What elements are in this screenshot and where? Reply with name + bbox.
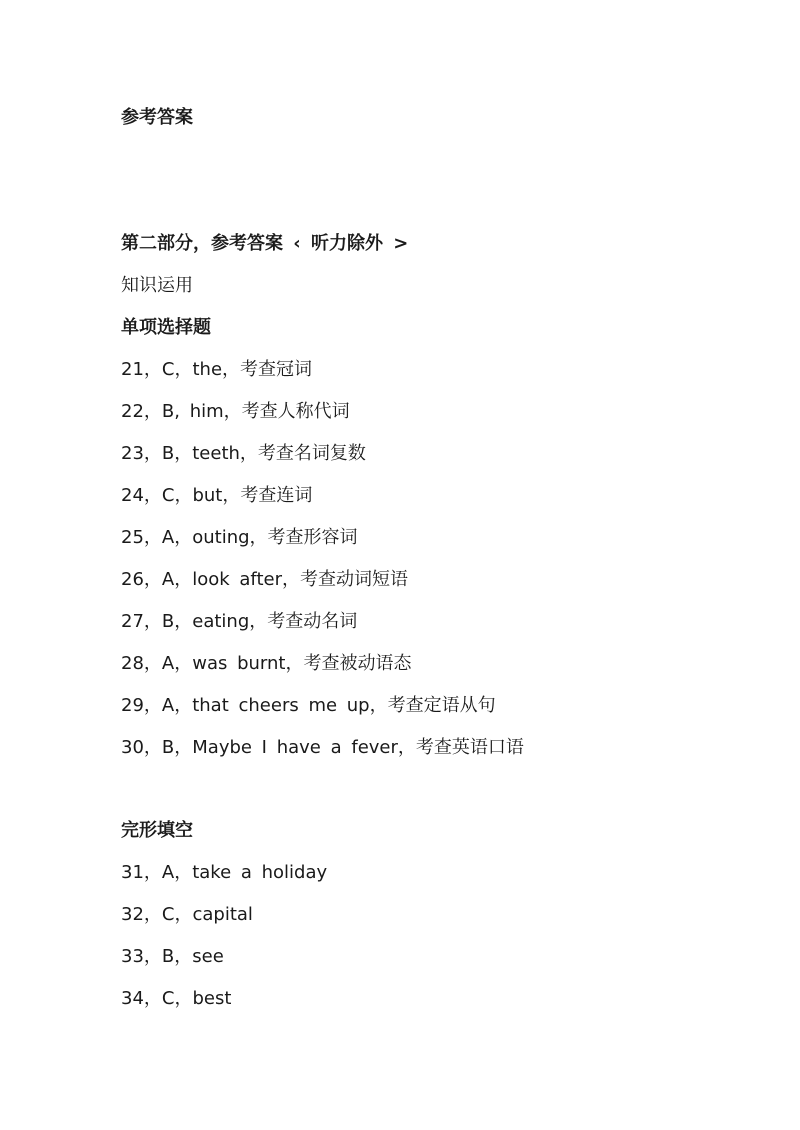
document-title: 参考答案 (121, 107, 193, 128)
answer-item: 26，A，look after，考查动词短语 (121, 569, 408, 590)
section-heading: 第二部分，参考答案 ‹ 听力除外 > (121, 233, 409, 254)
answer-item: 34，C，best (121, 988, 232, 1009)
answer-item: 25，A，outing，考查形容词 (121, 527, 358, 548)
answer-item: 24，C，but，考查连词 (121, 485, 313, 506)
answer-item: 32，C，capital (121, 904, 253, 925)
answer-item: 23，B，teeth，考查名词复数 (121, 443, 366, 464)
answer-item: 21，C，the，考查冠词 (121, 359, 313, 380)
answer-item: 33，B，see (121, 946, 224, 967)
answer-item: 30，B，Maybe I have a fever，考查英语口语 (121, 737, 524, 758)
answer-item: 29，A，that cheers me up，考查定语从句 (121, 695, 496, 716)
answer-item: 28，A，was burnt，考查被动语态 (121, 653, 412, 674)
answer-item: 27，B，eating，考查动名词 (121, 611, 358, 632)
part2-heading: 完形填空 (121, 820, 193, 841)
subsection-title: 知识运用 (121, 275, 193, 296)
answer-item: 31，A，take a holiday (121, 862, 328, 883)
part1-heading: 单项选择题 (121, 317, 211, 338)
answer-item: 22，B, him，考查人称代词 (121, 401, 350, 422)
